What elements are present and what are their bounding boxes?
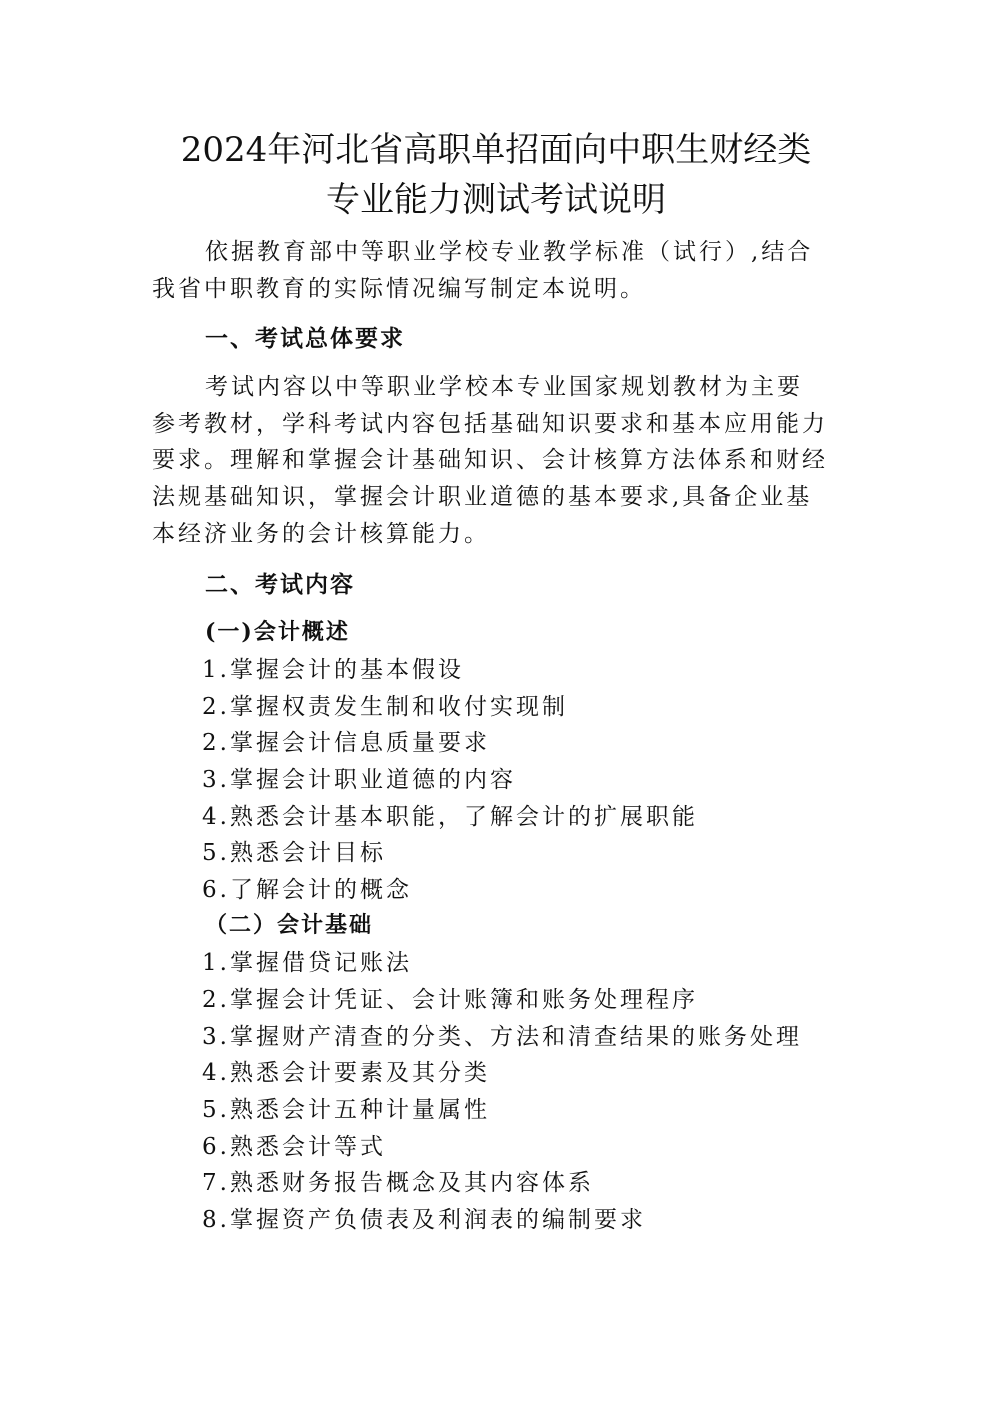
document-title-line-1: 2024年河北省高职单招面向中职生财经类 [180,130,812,170]
list-item: 8.掌握资产负债表及利润表的编制要求 [202,1207,646,1233]
intro-line-2: 我省中职教育的实际情况编写制定本说明。 [152,276,646,302]
section-1-paragraph-line: 本经济业务的会计核算能力。 [152,521,490,547]
list-item: 2.掌握权责发生制和收付实现制 [202,694,568,720]
list-item: 2.掌握会计信息质量要求 [202,730,490,756]
section-1-paragraph-line: 考试内容以中等职业学校本专业国家规划教材为主要 [205,374,803,400]
part-1-heading: (一)会计概述 [205,619,350,645]
list-item: 6.熟悉会计等式 [202,1134,386,1160]
section-1-paragraph-line: 参考教材，学科考试内容包括基础知识要求和基本应用能力 [152,411,828,437]
list-item: 4.熟悉会计基本职能，了解会计的扩展职能 [202,804,698,830]
list-item: 5.熟悉会计目标 [202,840,386,866]
section-2-heading: 二、考试内容 [205,572,355,598]
list-item: 7.熟悉财务报告概念及其内容体系 [202,1170,594,1196]
list-item: 1.掌握借贷记账法 [202,950,412,976]
list-item: 3.掌握会计职业道德的内容 [202,767,516,793]
list-item: 6.了解会计的概念 [202,877,412,903]
section-1-heading: 一、考试总体要求 [205,326,405,352]
section-1-paragraph-line: 法规基础知识，掌握会计职业道德的基本要求,具备企业基 [152,484,813,510]
document-title-line-2: 专业能力测试考试说明 [326,180,666,220]
list-item: 1.掌握会计的基本假设 [202,657,464,683]
section-1-paragraph-line: 要求。理解和掌握会计基础知识、会计核算方法体系和财经 [152,447,828,473]
part-2-heading: （二）会计基础 [205,912,374,938]
list-item: 3.掌握财产清查的分类、方法和清查结果的账务处理 [202,1024,802,1050]
list-item: 5.熟悉会计五种计量属性 [202,1097,490,1123]
list-item: 4.熟悉会计要素及其分类 [202,1060,490,1086]
list-item: 2.掌握会计凭证、会计账簿和账务处理程序 [202,987,698,1013]
intro-line-1: 依据教育部中等职业学校专业教学标准（试行）,结合 [205,239,814,265]
